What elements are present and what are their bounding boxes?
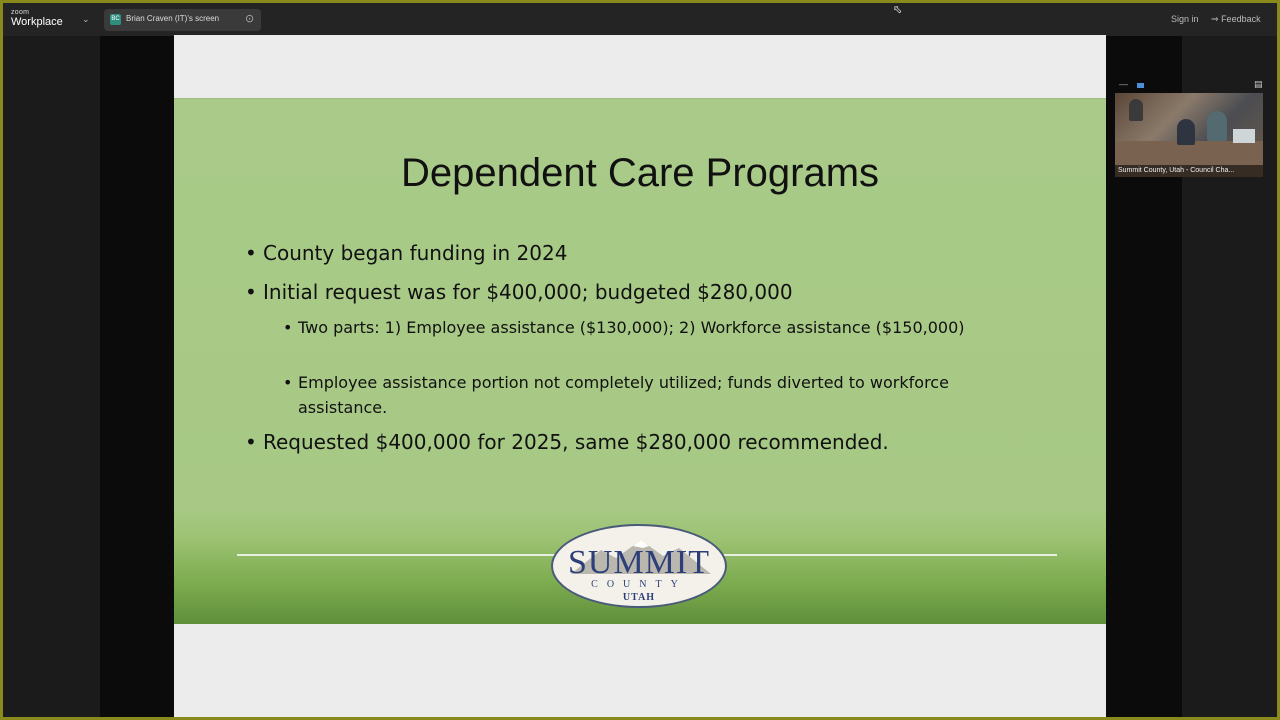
logo-state: UTAH: [622, 592, 656, 603]
video-monitor: [1233, 129, 1255, 143]
bullet-dot-icon: •: [283, 318, 293, 337]
slide-title: Dependent Care Programs: [400, 151, 880, 195]
left-gutter: [3, 36, 100, 717]
bullet-dot-icon: •: [245, 430, 257, 454]
summit-county-logo: [551, 524, 727, 608]
chevron-down-icon[interactable]: ⌄: [82, 14, 90, 24]
slide-bullet: [245, 280, 793, 304]
brand-name-label: Workplace: [11, 16, 63, 28]
zoom-workplace-logo[interactable]: [11, 9, 63, 28]
expand-icon[interactable]: ▤: [1254, 79, 1263, 89]
top-toolbar: [3, 3, 1277, 36]
bullet-text: Requested $400,000 for 2025, same $280,000 recommended.: [263, 430, 889, 454]
bullet-text: Employee assistance portion not completely utilized; funds diverted to workforce assistance.: [298, 373, 949, 417]
video-person: [1129, 99, 1143, 121]
bullet-dot-icon: •: [245, 280, 257, 304]
feedback-label: Feedback: [1221, 14, 1261, 24]
slide-bullet: [245, 241, 568, 265]
logo-county: COUNTY: [591, 579, 687, 590]
more-options-icon[interactable]: ⊙: [245, 13, 255, 25]
video-person: [1207, 111, 1227, 141]
rss-feed-icon: ⇒: [1211, 14, 1219, 24]
feedback-link[interactable]: [1211, 14, 1261, 25]
bullet-dot-icon: •: [283, 373, 293, 392]
slide-bullet: [245, 430, 889, 454]
bullet-text: Two parts: 1) Employee assistance ($130,000); 2) Workforce assistance ($150,000): [298, 318, 965, 337]
shared-screen: [174, 35, 1106, 717]
sign-in-link[interactable]: Sign in: [1171, 14, 1199, 24]
slide-sub-bullet: [283, 370, 978, 420]
brand-small-label: zoom: [11, 9, 30, 16]
presentation-slide: [174, 98, 1106, 624]
video-person: [1177, 119, 1195, 145]
participant-video-thumbnail[interactable]: [1115, 93, 1263, 177]
bullet-text: County began funding in 2024: [263, 241, 568, 265]
app-window: [3, 3, 1277, 717]
presenter-avatar: BC: [110, 14, 121, 25]
video-controls: [1115, 79, 1265, 91]
minimize-icon[interactable]: —: [1119, 79, 1128, 89]
left-letterbox: [100, 36, 174, 717]
video-caption: Summit County, Utah - Council Cha...: [1115, 165, 1263, 177]
bullet-text: Initial request was for $400,000; budgeted $280,000: [263, 280, 793, 304]
logo-name: SUMMIT: [567, 544, 711, 581]
bullet-dot-icon: •: [245, 241, 257, 265]
active-speaker-indicator: [1137, 83, 1144, 88]
screen-share-label: Brian Craven (IT)'s screen: [126, 14, 220, 23]
slide-sub-bullet: [283, 315, 978, 340]
screen-share-tab[interactable]: [104, 9, 261, 31]
mouse-pointer-icon: ⬁: [893, 4, 903, 16]
